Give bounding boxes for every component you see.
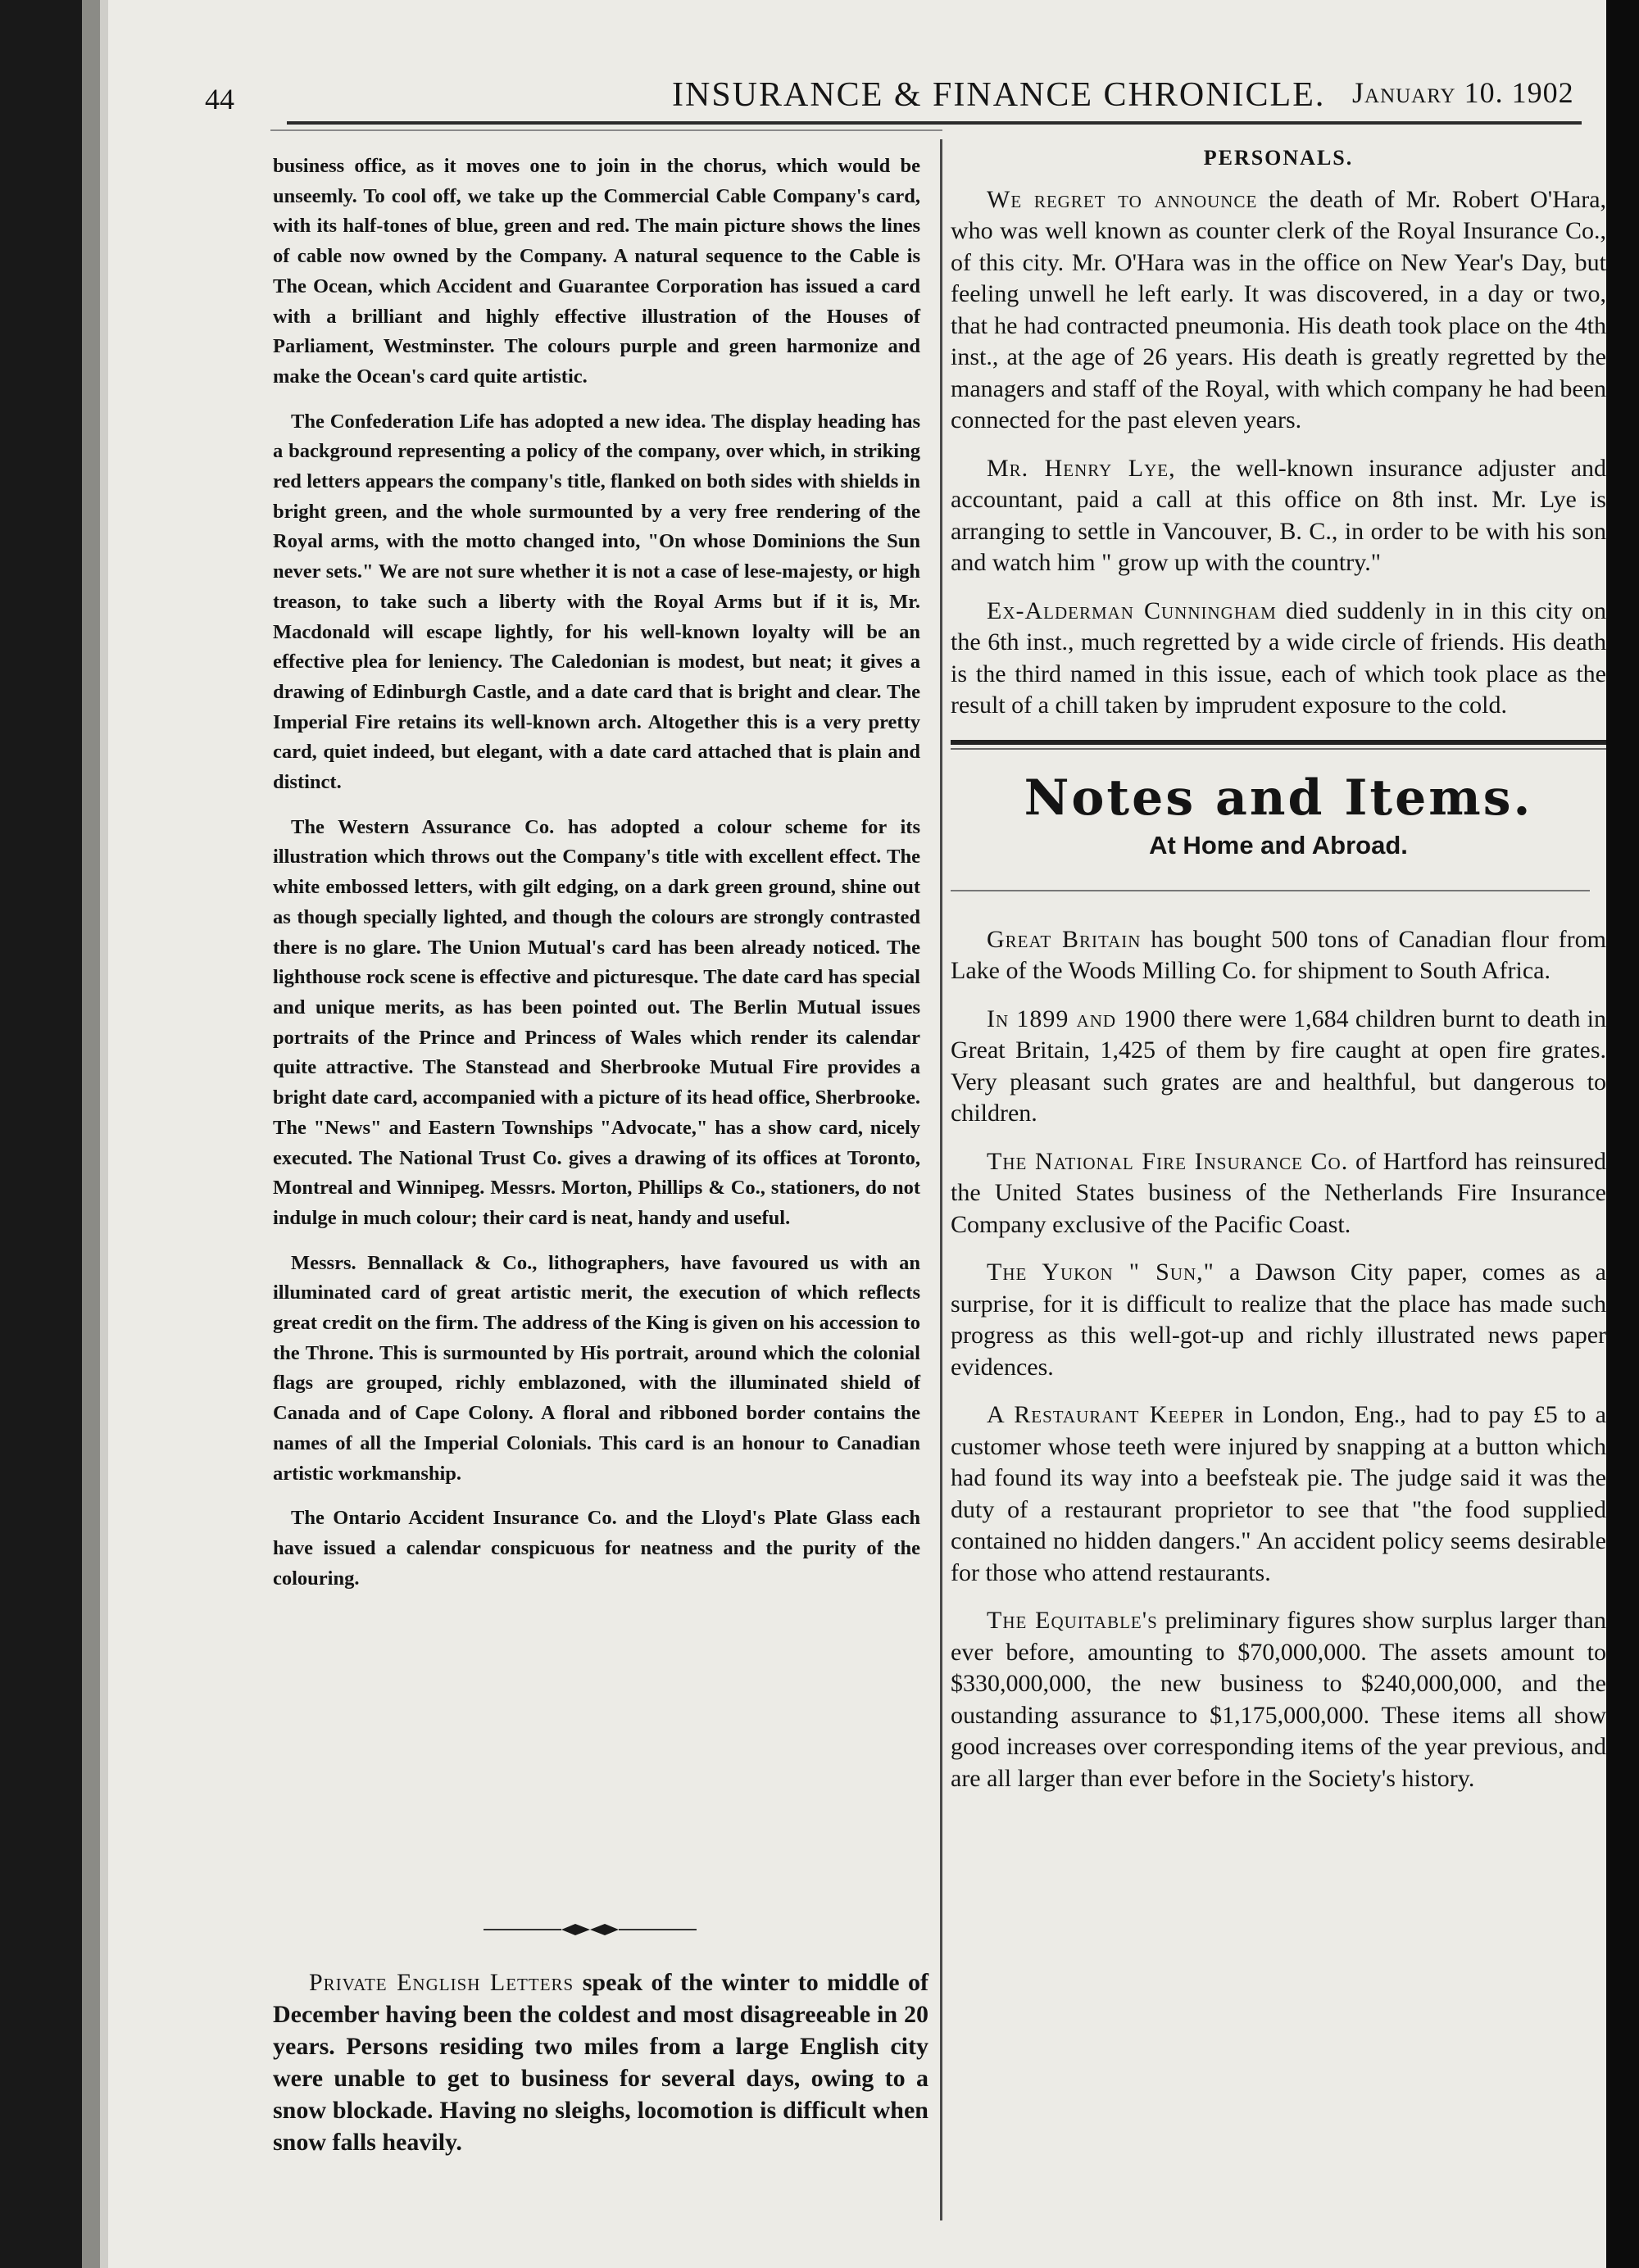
item-lead: Mr. Henry Lye,	[987, 454, 1176, 482]
note-item	[951, 924, 1606, 987]
note-item	[951, 1257, 1606, 1383]
item-text: has bought 500 tons of Canadian flour from Lake of the Woods Milling Co. for shipment to South Africa.	[951, 925, 1606, 984]
personal-item	[951, 596, 1606, 722]
right-column	[951, 139, 1606, 1811]
header-rule-thin	[270, 129, 942, 131]
notes-subheading: At Home and Abroad.	[1149, 831, 1408, 860]
item-lead: The Yukon " Sun,"	[987, 1259, 1214, 1286]
item-text: in London, Eng., had to pay £5 to a customer whose teeth were injured by snapping at a button which had found its way into a beefsteak pie. The judge said it was the duty of a restaurant proprietor to see that "the food supplied contained no hidden dangers." An accident policy seems desirable for those who attend restaurants.	[951, 1401, 1606, 1586]
ornament-divider	[484, 1917, 697, 1942]
section-rule-thin	[951, 748, 1606, 750]
column-divider	[940, 139, 942, 2220]
article-paragraph: business office, as it moves one to join in the chorus, which would be unseemly. To cool off, we take up the Commercial Cable Company's card, with its half-tones of blue, green and red. The main picture shows the lines of cable now owned by the Company. A natural sequence to the Cable is The Ocean, which Accident and Guarantee Corporation has issued a card with a brilliant and highly effective illustration of the Houses of Parliament, Westminster. The colours purple and green harmonize and make the Ocean's card quite artistic.	[273, 155, 920, 388]
section-rule	[951, 740, 1606, 745]
item-text: died suddenly in in this city on the 6th inst., much regretted by a wide circle of friends. His death is the third named in this issue, each of which took place as the result of a chill taken by imprudent exposure to the cold.	[951, 596, 1606, 719]
scan-gutter	[0, 0, 82, 2268]
item-lead: Ex-Alderman Cunningham	[987, 596, 1277, 624]
notes-heading: Notes and Items.	[1024, 769, 1533, 827]
page-fold-shadow	[82, 0, 100, 2268]
item-text: the well-known insurance adjuster and accountant, paid a call at this office on 8th inst. Mr. Lye is arranging to settle in Vancouver, B. C., in order to be with his son and watch him " grow up with the country."	[951, 454, 1607, 576]
personals-heading: PERSONALS.	[1203, 146, 1354, 170]
item-lead: We regret to announce	[987, 185, 1258, 213]
item-text: there were 1,684 children burnt to death in Great Britain, 1,425 of them by fire caught at open fire grates. Very pleasant such grates are and healthful, but dangerous to children.	[951, 1005, 1606, 1127]
note-item	[951, 1004, 1606, 1130]
note-item	[951, 1146, 1606, 1241]
personal-item	[951, 184, 1606, 437]
article-paragraph: Messrs. Bennallack & Co., lithographers, have favoured us with an illuminated card of great artistic merit, the execution of which reflects great credit on the firm. The address of the King is given on his accession to the Throne. This is surmounted by His portrait, around which the colonial flags are grouped, richly emblazoned, with the illuminated shield of Canada and of Cape Colony. A floral and ribboned border contains the names of all the Imperial Colonials. This card is an honour to Canadian artistic workmanship.	[273, 1251, 920, 1485]
subheading-rule	[951, 890, 1590, 891]
article-paragraph: The Confederation Life has adopted a new idea. The display heading has a background representing a policy of the company, over which, in striking red letters appears the company's title, flanked on both sides with shields in bright green, and the whole surmounted by a very free rendering of the Royal arms, with the motto changed into, "On whose Dominions the Sun never sets." We are not sure whether it is not a case of lese-majesty, or high treason, to take such a liberty with the Royal Arms but if it is, Mr. Macdonald will escape lightly, for his well-known loyalty will be an effective plea for leniency. The Caledonian is modest, but neat; it gives a drawing of Edinburgh Castle, and a date card that is bright and clear. The Imperial Fire retains its well-known arch. Altogether this is a very pretty card, quiet indeed, but elegant, with a date card attached that is plain and distinct.	[273, 410, 920, 794]
left-column	[273, 152, 920, 1608]
note-item	[951, 1399, 1606, 1589]
item-lead: The Equitable's	[987, 1607, 1158, 1634]
header-rule	[287, 121, 1582, 125]
item-lead: Great Britain	[987, 925, 1142, 953]
article-paragraph: The Western Assurance Co. has adopted a colour scheme for its illustration which throws out the Company's title with excellent effect. The white embossed letters, with gilt edging, on a dark green ground, shine out as though specially lighted, and though the colours are strongly contrasted there is no glare. The Union Mutual's card has been already noticed. The lighthouse rock scene is effective and picturesque. The date card has special and unique merits, as has been pointed out. The Berlin Mutual issues portraits of the Prince and Princess of Wales which render its calendar quite attractive. The Stanstead and Sherbrooke Mutual Fire provides a bright date card, accompanied with a picture of its head office, Sherbrooke. The "News" and Eastern Townships "Advocate," has a show card, nicely executed. The National Trust Co. gives a drawing of its offices at Toronto, Montreal and Winnipeg. Messrs. Morton, Phillips & Co., stationers, do not indulge in much colour; their card is neat, handy and useful.	[273, 815, 920, 1229]
item-lead: The National Fire Insurance Co.	[987, 1147, 1349, 1175]
item-text: a Dawson City paper, comes as a surprise, for it is difficult to realize that the place has made such progress as this well-got-up and richly illustrated news paper evidences.	[951, 1259, 1606, 1381]
item-lead: In 1899 and 1900	[987, 1005, 1177, 1032]
scan-right-edge	[1606, 0, 1639, 2268]
note-item	[951, 1605, 1606, 1794]
item-lead: Private English Letters	[309, 1969, 574, 1996]
item-text: speak of the winter to middle of December having been the coldest and most disagreeable in 20 years. Persons residing two miles from a large English city were unable to get to business for several days, owing to a snow blockade. Having no sleighs, locomotion is difficult when snow falls heavily.	[273, 1969, 928, 2156]
page-fold-highlight	[100, 0, 108, 2268]
article-paragraph: The Ontario Accident Insurance Co. and the Lloyd's Plate Glass each have issued a calendar conspicuous for neatness and the purity of the colouring.	[273, 1507, 920, 1590]
item-paragraph	[273, 1966, 928, 2158]
page-number: 44	[205, 83, 234, 116]
item-text: of Hartford has reinsured the United States business of the Netherlands Fire Insurance Company exclusive of the Pacific Coast.	[951, 1147, 1606, 1238]
private-letters-item	[273, 1966, 928, 2158]
item-lead: A Restaurant Keeper	[987, 1401, 1225, 1428]
item-text: the death of Mr. Robert O'Hara, who was well known as counter clerk of the Royal Insurance Co., of this city. Mr. O'Hara was in the office on New Year's Day, but feeling unwell he left early. It was discovered, in a day or two, that he had contracted pneumonia. His death took place on the 4th inst., at the age of 26 years. His death is greatly regretted by the managers and staff of the Royal, with which company he had been connected for the past eleven years.	[951, 185, 1607, 433]
personal-item	[951, 453, 1606, 579]
publication-title: INSURANCE & FINANCE CHRONICLE.	[672, 76, 1326, 114]
item-text: preliminary figures show surplus larger than ever before, amounting to $70,000,000. The assets amount to $330,000,000, the new business to $240,000,000, and the oustanding assurance to $1,175,000,000. These items all show good increases over corresponding items of the year previous, and are all larger than ever before in the Society's history.	[951, 1607, 1607, 1792]
issue-date: January 10. 1902	[1352, 76, 1574, 109]
